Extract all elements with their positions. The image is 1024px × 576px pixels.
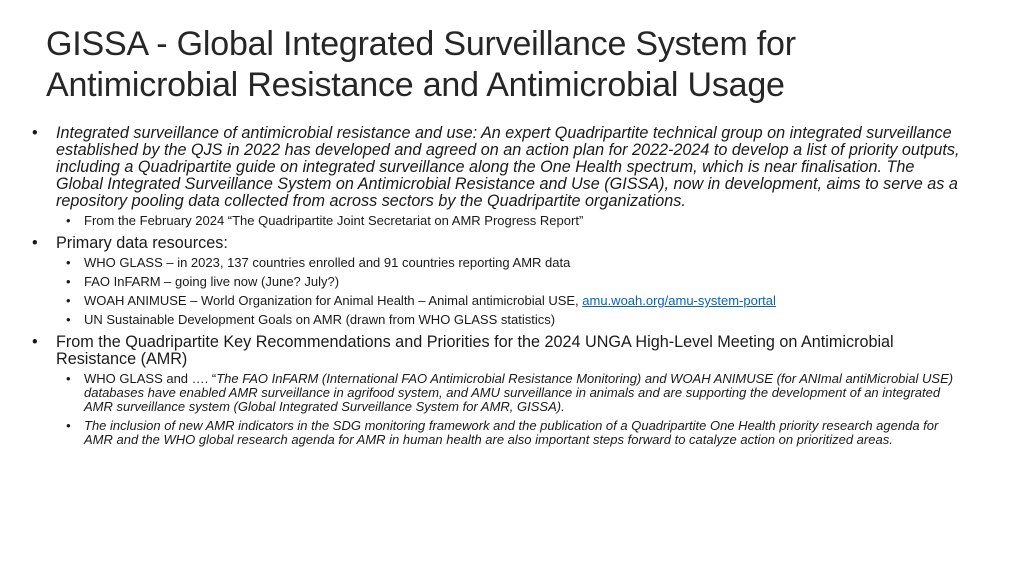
- sub-bullet-list: [84, 256, 964, 327]
- sub-bullet-who-glass: • WHO GLASS – in 2023, 137 countries enrolled and 91 countries reporting AMR data: [84, 256, 964, 270]
- sub-bullet-list: [84, 214, 964, 228]
- bullet-primary-data-resources: [46, 235, 964, 327]
- bullet-text: Integrated surveillance of antimicrobial resistance and use: An expert Quadripartite technical group on integrated surveillance established by the QJS in 2022 has developed and agreed on an action plan for 2022-2024 to develop a list of priority outputs, including a Quadripartite guide on integrated surveillance along the One Health spectrum, which is near finalisation. The Global Integrated Surveillance System on Antimicrobial Resistance and Use (GISSA), now in development, aims to serve as a repository pooling data collected from across sectors by the Quadripartite organizations.: [56, 124, 960, 210]
- sub-bullet-prefix: WHO GLASS and …. “: [84, 371, 217, 386]
- sub-bullet-woah-animuse: [84, 294, 964, 308]
- title-line-2: Antimicrobial Resistance and Antimicrobial Usage: [46, 66, 785, 104]
- bullet-key-recommendations: [46, 334, 964, 447]
- bullet-text: From the Quadripartite Key Recommendations and Priorities for the 2024 UNGA High-Level Meeting on Antimicrobial Resistance (AMR): [56, 333, 894, 368]
- slide-title: [46, 24, 964, 106]
- sub-bullet-list: [84, 372, 964, 447]
- sub-bullet-text: WOAH ANIMUSE – World Organization for Animal Health – Animal antimicrobial USE,: [84, 293, 583, 308]
- sub-bullet-sdg-indicators: • The inclusion of new AMR indicators in the SDG monitoring framework and the publication of a Quadripartite One Health priority research agenda for AMR and the WHO global research agenda for AMR in human health are also important steps forward to catalyze action on prioritized areas.: [84, 419, 964, 447]
- bullet-text: Primary data resources:: [56, 234, 228, 252]
- sub-bullet-fao-infarm: • FAO InFARM – going live now (June? July?): [84, 275, 964, 289]
- bullet-integrated-surveillance: [46, 125, 964, 228]
- sub-bullet-who-glass-quote: [84, 372, 964, 414]
- title-line-1: GISSA - Global Integrated Surveillance System for: [46, 25, 796, 63]
- sub-bullet-quote: The FAO InFARM (International FAO Antimicrobial Resistance Monitoring) and WOAH ANIMUSE (for ANImal antiMicrobial USE) databases have enabled AMR surveillance in agrifood system, and AMU surveillance in animals and are supporting the development of an integrated AMR surveillance system (Global Integrated Surveillance System for AMR, GISSA).: [84, 371, 954, 414]
- bullet-list: [46, 125, 964, 447]
- sub-bullet-source: • From the February 2024 “The Quadripartite Joint Secretariat on AMR Progress Report”: [84, 214, 964, 228]
- sub-bullet-un-sdg: • UN Sustainable Development Goals on AMR (drawn from WHO GLASS statistics): [84, 313, 964, 327]
- amu-portal-link[interactable]: amu.woah.org/amu-system-portal: [582, 293, 776, 308]
